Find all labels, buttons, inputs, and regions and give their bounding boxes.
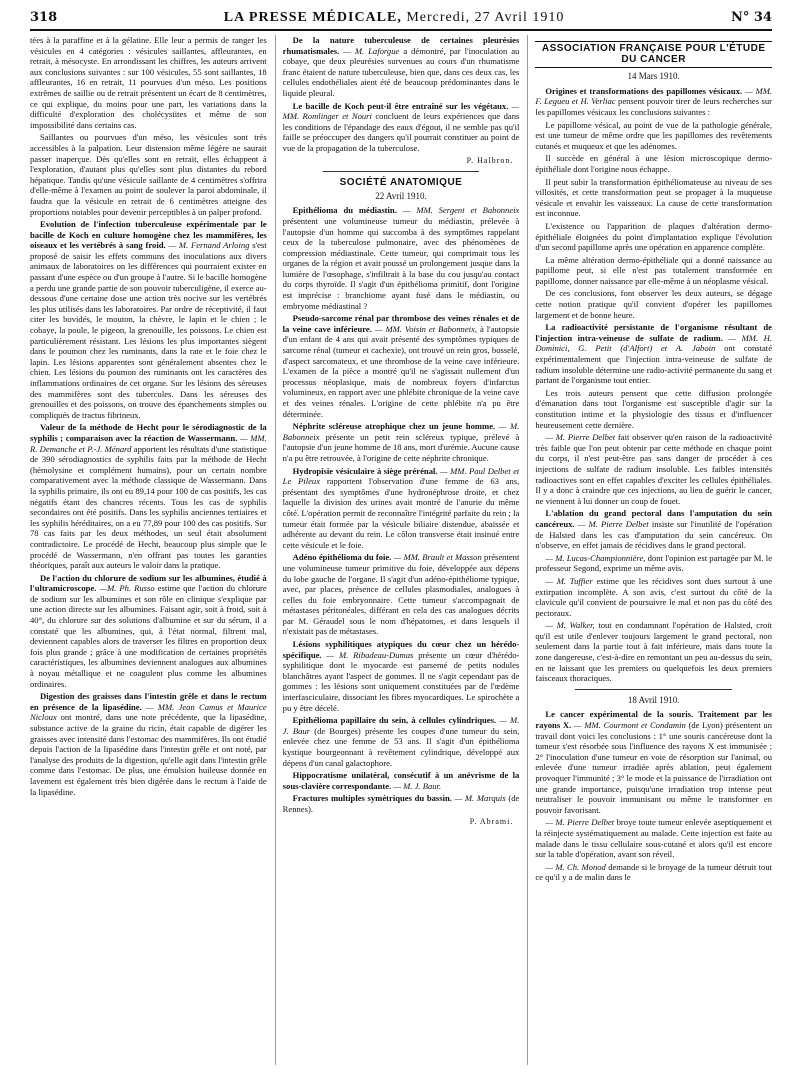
article-text: à l'autopsie d'un enfant de 4 ans qui avait présenté des symptômes typiques de sarcome rénal (tumeur et cachexie), ont trouvé un rein gros, bosselé, d'aspect sarcomateux, et une thrombose de la veine cave inférieure. L'examen de la pièce a montré qu'il ne s'agissait nullement d'un processus néoplasique, mais de nombreux foyers d'infarctus volumineux, en rapport avec une phlébite chronique de la veine cave et des veines rénales. L'origine de cette phlébite n'a pu être déterminée. <box>282 323 520 419</box>
article-title: Hydropisie vésiculaire à siège prérénal. <box>292 465 438 476</box>
article-author: —M. Ph. Russo <box>99 583 155 594</box>
article-columns <box>30 35 772 1065</box>
article-text: a démontré, par l'inoculation au cobaye, que deux pleurésies survenues au cours d'un rhumatisme franc étaient de nature tuberculeuse, bien que, dans ces deux cas, les cellules endothéliales aient été de beaucoup prédominantes dans le liquide pleural. <box>282 45 520 98</box>
session-date: 14 Mars 1910. <box>627 71 680 82</box>
article-author: — MM. H. Dominici, G. Petit (d'Alfort) et A. Jaboin <box>535 332 772 354</box>
page-header <box>30 10 772 31</box>
article-title: Pseudo-sarcome rénal par thrombose des veines rénales et de la veine cave inférieure. <box>282 313 520 334</box>
article-text: concluent de leurs expériences que dans les conditions de l'épandage des eaux d'égout, il ne semble pas qu'il faille se préoccuper des dangers qu'il pourrait constituer au point de vue de la propagation de la tuberculose. <box>282 111 520 153</box>
paragraph: Il succède en général à une lésion microscopique dermo-épithéliale dont l'origine nous échappe. <box>535 153 772 174</box>
article-text: apportent les résultats d'une statistique de 390 sérodiagnostics de syphilis faits par la méthode de Hecht (hémolysine et complément humains), pour un certain nombre comparativement avec la méthode classique de Wassermann. Dans la syphilis primaire, ils ont eu 89,14 pour 100 de cas positifs, les cas négatifs étant des chancres récents. Tous les cas de syphilis secondaires ont été positifs. Dans les syphilis anciennes tertiaires et les syphilis héréditaires, on a eu 77,89 pour 100 des cas positifs. Sur 78 cas faits par les deux méthodes, un seul était absolument contradictoire. Le procédé de Hecht, beaucoup plus simple que le procédé de Wassermann, n'en offrant pas toutes les garanties théoriques, paraît aux auteurs le valoir dans la pratique. <box>30 443 267 571</box>
article-title: Evolution de l'infection tuberculeuse expérimentale par le bacille de Koch en culture homogène chez les mammifères, les oiseaux et les vertébrés à sang froid. <box>30 219 267 251</box>
article-text: pensent pouvoir tirer de leurs recherches sur les papillomes vésicaux les conclusions suivantes : <box>535 96 772 117</box>
article-author: — M. Ribadeau-Dumas <box>326 649 414 660</box>
article-text: (de Lyon) présentent un travail dont voici les conclusions : 1° une souris cancéreuse dont la tumeur s'est résorbée sous l'influence des rayons X est immunisée ; 2° l'inoculation d'une tumeur en voie de résorption sur l'animal, ou enlevée d'une tumeur irradiée après ablation, peut également provoquer l'immunité ; 3° le mode et la puissance de l'irradiation ont une grande importance, puisqu'une irradiation trop intense peut neutraliser le pouvoir immunisant ou même le transformer en pouvoir favorisant. <box>535 720 772 815</box>
article-text: tout en condamnant l'opération de Halsted, croit qu'il est utile d'enlever toujours largement le grand pectoral, non seulement dans la partie tout à fait inférieure, mais dans toute la zone dangereuse, c'est-à-dire en remontant un peu au-dessus du sein, en ne laissant que les premiers ou quelquefois les deux premiers faisceaux thoraciques. <box>535 620 772 684</box>
divider <box>575 689 732 690</box>
journal-masthead <box>224 10 565 26</box>
paragraph <box>535 432 772 506</box>
article-author: — MM. Sergent et Babonneix <box>402 205 520 216</box>
article-author: — M. Fernand Arloing <box>168 240 250 251</box>
article-title: Digestion des graisses dans l'intestin grêle et dans le rectum en présence de la lipasédine. <box>30 691 267 712</box>
article-title: Hippocratisme unilatéral, consécutif à un anévrisme de la sous-clavière correspondante. <box>282 770 520 791</box>
column-2 <box>275 35 520 1065</box>
article <box>283 793 520 814</box>
session-date: 22 Avril 1910. <box>375 190 427 201</box>
article-title: De l'action du chlorure de sodium sur les albumines, étudié à l'ultramicroscope. <box>30 572 267 594</box>
paragraph: tées à la paraffine et à la gélatine. Elle leur a permis de ranger les vésicules en 4 catégories : vésicules saillantes, affleurantes, en retrait, à mésocyste. En arrondissant les chiffres, les auteurs arrivent aux conclusions suivantes : sur 100 vésicules, 55 sont saillantes, 18 affleurantes, 16 en retrait, 11 pourvues d'un méso. Les positions extrêmes de saillie ou de retrait présentent un écart de 8 centimètres, ce qui explique, du moins pour une part, les variations dans la difficulté d'exploration des cholécystites et même de son impossibilité dans certains cas. <box>30 35 267 130</box>
article-title: Néphrite scléreuse atrophique chez un jeune homme. <box>292 421 496 432</box>
article-title: Lésions syphilitiques atypiques du cœur chez un hérédo-spécifique. <box>282 639 520 660</box>
article-author: — MM. R. Demanche et P.-J. Ménard <box>30 432 267 454</box>
paragraph: De ces conclusions, font observer les deux auteurs, se dégage cette notion pratique qu'il convient d'opérer les papillomes largement et de bonne heure. <box>535 288 772 320</box>
signature: P. Abrami. <box>469 816 514 826</box>
issue-number: N° 34 <box>731 10 772 25</box>
article <box>30 422 267 570</box>
article-title: Valeur de la méthode de Hecht pour le sérodiagnostic de la syphilis ; comparaison avec la réaction de Wassermann. <box>30 422 267 443</box>
article-text: présentent une volumineuse tumeur du médiastin, prélevée à l'autopsie d'un homme qui succomba à des symptômes rappelant ceux de la tuberculose pulmonaire, avec des phénomènes de compression médiastinale. Cette tumeur, qui comprimait tous les organes de la région et avait poussé un prolongement jusque dans la lumière de l'œsophage, s'infiltrait à la base du cou jusqu'au contact du corps thyroïde. Il s'agit d'un épithélioma primitif, dont l'origine est imprécise : branchiome ayant fusé dans le médiastin, ou embryome médiastinal ? <box>282 215 520 311</box>
article <box>283 552 520 637</box>
article-title: L'ablation du grand pectoral dans l'amputation du sein cancéreux. <box>535 508 772 529</box>
article-text: estime que les récidives sont dues surtout à une extirpation incomplète. A son avis, c'est surtout du côté de la clavicule qu'il convient de poursuivre le mal et non pas du côté des pectoraux. <box>535 575 772 618</box>
article-text: fait observer qu'en raison de la radioactivité très faible que l'on peut obtenir par cette méthode en chaque point du corps, il n'est peut-être pas sans danger de procéder à ces injections de sulfate de radium insoluble. Les faibles intensités radioactives sont en effet capables d'exciter les cellules épithéliales. Il y a donc à craindre que ces injections, au lieu de guérir le cancer, ne viennent à lui donner un coup de fouet. <box>535 432 772 506</box>
article-author: — M. J. Baur. <box>393 780 442 791</box>
paragraph <box>535 620 772 684</box>
article-text: s'est proposé de saisir les effets communs des inoculations aux divers animaux de laboratoires on les différences qui pourraient exister en passant d'une espèce ou d'un groupe à l'autre. Si le bacille homogène a perdu une grande partie de son pouvoir tuberculigène, il exerce au-dessous d'une certaine dose une action très nocive sur les vertébrés les plus utilisés dans les laboratoires. Par ordre de réceptivité, il faut citer les bovidés, le mouton, la chèvre, le lapin et le chien ; le cobaye, la poule, le pigeon, la grenouille, les poissons. Le chien est particulièrement résistant. Les lésions les plus importantes siègent dans le poumon chez les ruminants, dans la rate et le foie chez le lapin. Les lésions apparentes sont généralement absentes chez le chien. Les lésions du poumon des ruminants ont les caractères des inflammations ordinaires de cet organe. Sur les lésions des séreuses des mammifères sont des tubercules. Dans les séreuses des grenouilles et des poissons, on trouve des épanchements simples ou compliqués de tractus fibrineux. <box>30 240 267 420</box>
divider <box>323 171 480 172</box>
paragraph: Il peut subir la transformation épithéliomateuse au niveau de ses villosités, et cette transformation peut se propager à la muqueuse vésicale et envahir les vaisseaux. La cause de cette transformation est inconnue. <box>535 176 772 219</box>
journal-name: LA PRESSE MÉDICALE, <box>223 10 402 25</box>
article-text: insiste sur l'inutilité de l'opération de Halsted dans les cas d'amputation du sein cancéreux. On n'observe, en effet jamais de récidives dans le grand pectoral. <box>535 518 772 551</box>
issue-date: Mercredi, 27 Avril 1910 <box>406 10 565 25</box>
paragraph: Le papillome vésical, au point de vue de la pathologie générale, est une tumeur de même ordre que les papillomes des revêtements cutanés et muqueux et que les adénomes. <box>535 119 772 151</box>
article-author: — MM. Paul Delbet et Le Pileux <box>282 465 520 487</box>
article-author: — MM. Courmont et Condamin <box>573 720 686 731</box>
article-author: — MM. Brault et Masson <box>393 552 482 563</box>
article-author: — MM. Romlinger et Nouri <box>282 100 520 122</box>
article <box>30 573 267 690</box>
article <box>283 639 520 713</box>
article <box>283 205 520 311</box>
article-title: Epithélioma du médiastin. <box>292 205 397 216</box>
article-author: — M. Walker, <box>545 620 595 631</box>
article-text: demande si le broyage de la tumeur détruit tout ce qu'il y a de malin dans le <box>535 861 772 883</box>
column-3 <box>527 35 772 1065</box>
article-text: ont constaté expérimentalement que l'injection intra-veineuse de sulfate de radium insoluble détermine une radio-activité permanente du sang et partant de l'organisme tout entier. <box>535 343 772 386</box>
article <box>30 691 267 797</box>
page-number: 318 <box>30 10 58 25</box>
article <box>283 770 520 791</box>
article-author: — M. Babonneix <box>282 421 520 442</box>
signature: P. Halbron. <box>466 155 514 165</box>
paragraph <box>535 576 772 618</box>
article <box>30 219 267 420</box>
article <box>283 466 520 551</box>
article-author: — M. J. Baur <box>282 715 520 736</box>
article <box>283 35 520 99</box>
paragraph: Les trois auteurs pensent que cette diffusion prolongée d'émanation dans tout l'organisme est susceptible d'agir sur la constitution intime et la physiologie des tissus et d'influencer heureusement cette dernière. <box>535 387 772 430</box>
article-text: rapportent l'observation d'une femme de 63 ans, présentant des symptômes d'une hydronéphrose droite, et chez laquelle la division des urines avait montré de l'anurie du même côté. L'opération permit de reconnaître l'intégrité parfaite du rein ; la tumeur était formée par la vésicule biliaire distendue, abaissée et adhérente au devant du rein. Le côlon transverse était insinué entre cette vésicule et le foie. <box>282 476 520 550</box>
article-text: broye toute tumeur enlevée aseptiquement et la réinjecte systématiquement au malade. Cette injection est faite au malade dans le tissu cellulaire sous-cutané et alors qu'il est encore sur la table d'opération, avant son réveil. <box>535 817 772 860</box>
paragraph <box>535 553 772 574</box>
article-author: — M. Tuffier <box>545 575 593 586</box>
article <box>283 421 520 463</box>
article-title: La radioactivité persistante de l'organisme résultant de l'injection intra-veineuse de sulfate de radium. <box>535 322 772 343</box>
article <box>283 715 520 768</box>
article-author: — M. Ch. Monod <box>545 861 606 872</box>
paragraph <box>535 862 772 883</box>
article-author: — M. Lucas-Championnière, <box>545 552 646 563</box>
article-author: — M. Pierre Delbet <box>577 518 649 529</box>
article-author: — M. Laforgue <box>343 45 400 56</box>
article-title: Origines et transformations des papillomes vésicaux. <box>545 85 743 96</box>
paragraph: Saillantes ou pourvues d'un méso, les vésicules sont très accessibles à la palpation. Leur distension même légère ne saurait passer inaperçue. Dès qu'elles sont en retrait, elles échappent à l'exploration, d'autant plus qu'elles sont plus distantes du rebord hépatique. Tandis qu'une vésicule saillante de 4 centimètres s'offrira d'elle-même à l'examen au point de soulever la paroi abdominale, il faudra que la vésicule en retrait de 6 centimètres atteigne des proportions notables pour devenir perceptibles à un palper profond. <box>30 132 267 217</box>
article-text: présente un petit rein scléreux typique, prélevé à l'autopsie d'un jeune homme de 18 ans, mort d'urémie. Aucune cause n'a pu être retrouvée, à l'origine de cette néphrite chronique. <box>282 431 520 463</box>
article-title: Adéno épithélioma du foie. <box>292 552 392 563</box>
article-author: — M. Marquis <box>454 793 506 804</box>
paragraph: La même altération dermo-épithéliale qui a donné naissance au papillome peut, si elle n'est pas totalement transformée en papillome, donner naissance par elle-même à un néoplasme vésical. <box>535 254 772 286</box>
article-author: — M. Pierre Delbet <box>545 432 616 443</box>
article-title: Le cancer expérimental de la souris. Traitement par les rayons X. <box>535 709 772 731</box>
article-text: présente un cœur d'hérédo-syphilitique dont le myocarde est parsemé de petits nodules blanchâtres ayant l'aspect de gommes. Il ne s'agit cependant pas de gommes : les lésions sont uniquement constituées par de l'œdème interfasciculaire, dissociant les fibres myocardiques. Le spirochète a pu y être décelé. <box>282 649 520 713</box>
article-text: dont l'opinion est partagée par M. le professeur Segond, exprime un même avis. <box>535 552 772 574</box>
paragraph <box>535 817 772 859</box>
column-1 <box>30 35 267 1065</box>
article <box>535 86 772 118</box>
article-title: Fractures multiples symétriques du bassin. <box>292 793 452 804</box>
article-text: ont montré, dans une note précédente, que la lipasédine, substance active de la graine du ricin, était capable de digérer les graisses avec intensité dans l'estomac des mammifères. Ils ont étudié depuis l'action de la lipasédine dans l'intestin grêle et ont noté, par l'analyse des produits de la digestion, qu'elle agit dans l'intestin grêle comme dans l'estomac. De plus, une émulsion huileuse donnée en lavement est également très bien digérée dans le rectum à l'aide de la lipasédine. <box>30 712 267 797</box>
article-author: — M. Pierre Delbet <box>545 817 615 828</box>
article-text: présentent une volumineuse tumeur primitive du foie, développée aux dépens du lobe gauche de l'organe. Il s'agit d'un adéno-épithéliome typique, avec, par places, présence de cellules plasmodiales, analogues à celles du foie embryonnaire. Cette tumeur s'accompagnait de métastases péritonéales, différant en cela des cas analogues décrits par M. Géraudel sous le nom d'hépatomes, et dans lesquels il n'existait pas de métastases. <box>282 552 520 637</box>
section-title: ASSOCIATION FRANÇAISE POUR L'ÉTUDE DU CANCER <box>535 41 772 68</box>
article-text: estime que l'action du chlorure de sodium sur les albumines et son rôle en clinique s'explique par une action directe sur les albumines. Faisant agir, soit à froid, soit à 40°, du chlorure sur des solutions d'albumine et sur du sérum, il a constaté que les albumines, qui, à l'état normal, filtrent mal, deviennent capables alors de traverser les filtres en proportion deux fois plus grande ; grâce à une modification de certaines propriétés caractéristiques, les albumines deviennent analogues aux albumines à noyau métallique et ne coagulent plus comme les albumines ordinaires. <box>30 583 267 689</box>
article <box>283 313 520 419</box>
article-title: Epithélioma papillaire du sein, à cellules cylindriques. <box>292 715 497 726</box>
article-title: Le bacille de Koch peut-il être entraîné sur les végétaux. <box>292 100 509 111</box>
article-author: — MM. Voisin et Babonneix, <box>374 323 477 334</box>
article-author: — MM. F. Legueu et H. Verliac <box>535 85 772 107</box>
paragraph: L'existence ou l'apparition de plaques d'altération dermo-épithéliale éloignées du point d'implantation explique l'évolution d'un second papillome après une opération en apparence complète. <box>535 220 772 253</box>
article <box>535 322 772 386</box>
section-title: SOCIÉTÉ ANATOMIQUE <box>339 177 463 189</box>
article <box>535 709 772 815</box>
article-title: De la nature tuberculeuse de certaines pleurésies rhumatismales. <box>282 35 520 56</box>
article-author: — MM. Jean Camus et Maurice Nicloux <box>30 701 267 723</box>
article-text: (de Bourges) présente les coupes d'une tumeur du sein, enlevée chez une femme de 53 ans. Il s'agit d'un épithélioma kystique bourgeonnant à revêtement cylindrique, développé aux dépens d'un canal galactophore. <box>282 725 520 768</box>
session-date: 18 Avril 1910. <box>627 694 680 705</box>
article <box>283 101 520 154</box>
article-text: (de Rennes). <box>282 793 520 814</box>
article <box>535 508 772 550</box>
